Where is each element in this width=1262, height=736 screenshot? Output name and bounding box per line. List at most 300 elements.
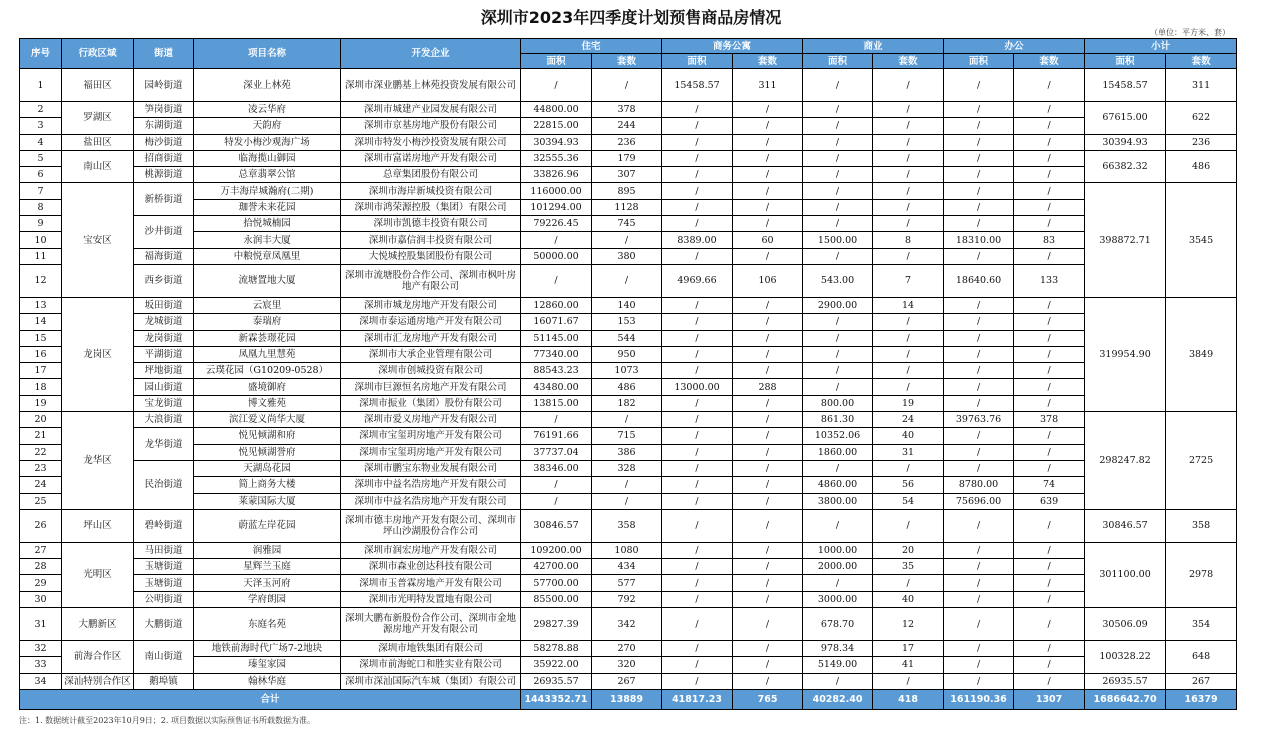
header-units: 套数 (1166, 54, 1237, 69)
apartment-area-cell: / (662, 167, 733, 183)
apartment-area-cell: / (662, 509, 733, 542)
apartment-units-cell: / (733, 330, 803, 346)
project-cell: 中粮悦章凤凰里 (194, 248, 341, 264)
residential-units-cell: 153 (592, 314, 662, 330)
table-row (20, 314, 1237, 330)
residential-units-cell: 320 (592, 657, 662, 673)
table-row (20, 379, 1237, 395)
seq-cell: 24 (20, 477, 62, 493)
office-units-cell: / (1014, 216, 1085, 232)
developer-cell: 深圳市深汕国际汽车城（集团）有限公司 (341, 673, 521, 689)
apartment-area-cell: / (662, 248, 733, 264)
commercial-area-cell: 4860.00 (803, 477, 873, 493)
developer-cell: 深圳市富诺房地产开发有限公司 (341, 150, 521, 166)
apartment-units-cell: / (733, 591, 803, 607)
project-cell: 临海揽山御园 (194, 150, 341, 166)
apartment-area-cell: / (662, 183, 733, 199)
residential-area-cell: 33826.96 (521, 167, 592, 183)
commercial-area-cell: / (803, 134, 873, 150)
apartment-area-cell: / (662, 314, 733, 330)
district-cell: 福田区 (62, 69, 134, 102)
project-cell: 拾悦城楠园 (194, 216, 341, 232)
table-row (20, 460, 1237, 476)
residential-area-cell: 116000.00 (521, 183, 592, 199)
project-cell: 天湖岛花园 (194, 460, 341, 476)
commercial-units-cell: / (873, 314, 944, 330)
table-row (20, 477, 1237, 493)
commercial-area-cell: / (803, 102, 873, 118)
office-area-cell: / (944, 641, 1014, 657)
subtotal-area-cell: 100328.22 (1085, 641, 1166, 674)
seq-cell: 33 (20, 657, 62, 673)
office-area-cell: / (944, 395, 1014, 411)
residential-units-cell: / (592, 264, 662, 297)
seq-cell: 17 (20, 363, 62, 379)
street-cell: 玉塘街道 (134, 575, 194, 591)
developer-cell: 深圳市巨源恒名房地产开发有限公司 (341, 379, 521, 395)
apartment-area-cell: / (662, 150, 733, 166)
office-units-cell: / (1014, 314, 1085, 330)
project-cell: 润雅园 (194, 542, 341, 558)
table-row (20, 232, 1237, 248)
header-project: 项目名称 (194, 39, 341, 69)
street-cell: 碧岭街道 (134, 509, 194, 542)
table-row (20, 444, 1237, 460)
developer-cell: 深圳市爱义房地产开发有限公司 (341, 412, 521, 428)
seq-cell: 21 (20, 428, 62, 444)
subtotal-area-cell: 30394.93 (1085, 134, 1166, 150)
commercial-units-cell: / (873, 183, 944, 199)
header-developer: 开发企业 (341, 39, 521, 69)
header-area: 面积 (803, 54, 873, 69)
district-cell: 宝安区 (62, 183, 134, 297)
office-area-cell: / (944, 346, 1014, 362)
office-units-cell: 133 (1014, 264, 1085, 297)
header-office: 办公 (944, 39, 1085, 54)
residential-units-cell: / (592, 69, 662, 102)
table-row (20, 199, 1237, 215)
apartment-area-cell: / (662, 395, 733, 411)
project-cell: 学府朗园 (194, 591, 341, 607)
presale-table (19, 38, 1237, 710)
developer-cell: 总章集团股份有限公司 (341, 167, 521, 183)
residential-area-cell: 88543.23 (521, 363, 592, 379)
residential-area-cell: 85500.00 (521, 591, 592, 607)
residential-units-cell: 236 (592, 134, 662, 150)
street-cell: 鹅埠镇 (134, 673, 194, 689)
header-units: 套数 (873, 54, 944, 69)
office-area-cell: / (944, 150, 1014, 166)
header-area: 面积 (944, 54, 1014, 69)
total-value-cell: 16379 (1166, 689, 1237, 709)
developer-cell: 深圳市光明特发置地有限公司 (341, 591, 521, 607)
office-area-cell: / (944, 379, 1014, 395)
residential-units-cell: 386 (592, 444, 662, 460)
seq-cell: 26 (20, 509, 62, 542)
residential-area-cell: 101294.00 (521, 199, 592, 215)
developer-cell: 深圳市创城投资有限公司 (341, 363, 521, 379)
office-area-cell: / (944, 69, 1014, 102)
project-cell: 泰瑞府 (194, 314, 341, 330)
office-area-cell: / (944, 167, 1014, 183)
residential-area-cell: / (521, 493, 592, 509)
office-units-cell: / (1014, 248, 1085, 264)
table-row (20, 575, 1237, 591)
office-units-cell: / (1014, 460, 1085, 476)
office-units-cell: / (1014, 575, 1085, 591)
district-cell: 深汕特别合作区 (62, 673, 134, 689)
subtotal-units-cell: 648 (1166, 641, 1237, 674)
developer-cell: 深圳市流塘股份合作公司、深圳市枫叶房地产有限公司 (341, 264, 521, 297)
apartment-units-cell: 60 (733, 232, 803, 248)
residential-units-cell: 140 (592, 297, 662, 313)
apartment-units-cell: / (733, 395, 803, 411)
seq-cell: 14 (20, 314, 62, 330)
project-cell: 博文雅苑 (194, 395, 341, 411)
office-units-cell: / (1014, 379, 1085, 395)
office-units-cell: / (1014, 395, 1085, 411)
residential-units-cell: 544 (592, 330, 662, 346)
office-area-cell: 75696.00 (944, 493, 1014, 509)
office-units-cell: / (1014, 69, 1085, 102)
seq-cell: 11 (20, 248, 62, 264)
seq-cell: 28 (20, 559, 62, 575)
commercial-units-cell: 17 (873, 641, 944, 657)
seq-cell: 2 (20, 102, 62, 118)
residential-units-cell: 792 (592, 591, 662, 607)
office-units-cell: / (1014, 542, 1085, 558)
district-cell: 前海合作区 (62, 641, 134, 674)
commercial-area-cell: / (803, 69, 873, 102)
developer-cell: 深圳市宝玺玥房地产开发有限公司 (341, 444, 521, 460)
subtotal-area-cell: 26935.57 (1085, 673, 1166, 689)
total-value-cell: 418 (873, 689, 944, 709)
total-value-cell: 40282.40 (803, 689, 873, 709)
apartment-area-cell: / (662, 575, 733, 591)
district-cell: 南山区 (62, 150, 134, 183)
commercial-area-cell: 861.30 (803, 412, 873, 428)
subtotal-area-cell: 301100.00 (1085, 542, 1166, 607)
seq-cell: 27 (20, 542, 62, 558)
apartment-area-cell: / (662, 118, 733, 134)
page-title: 深圳市2023年四季度计划预售商品房情况 (480, 8, 782, 27)
developer-cell: 深圳市特发小梅沙投资发展有限公司 (341, 134, 521, 150)
office-units-cell: / (1014, 134, 1085, 150)
commercial-units-cell: / (873, 509, 944, 542)
office-units-cell: / (1014, 183, 1085, 199)
subtotal-area-cell: 67615.00 (1085, 102, 1166, 135)
total-value-cell: 13889 (592, 689, 662, 709)
commercial-units-cell: / (873, 69, 944, 102)
apartment-units-cell: / (733, 150, 803, 166)
apartment-units-cell: / (733, 641, 803, 657)
apartment-units-cell: / (733, 314, 803, 330)
district-cell: 盐田区 (62, 134, 134, 150)
seq-cell: 19 (20, 395, 62, 411)
commercial-units-cell: 54 (873, 493, 944, 509)
developer-cell: 深圳市地铁集团有限公司 (341, 641, 521, 657)
header-units: 套数 (733, 54, 803, 69)
apartment-area-cell: / (662, 412, 733, 428)
table-row (20, 542, 1237, 558)
apartment-area-cell: / (662, 641, 733, 657)
office-area-cell: / (944, 118, 1014, 134)
subtotal-units-cell: 236 (1166, 134, 1237, 150)
developer-cell: 深圳市鸿荣源控股（集团）有限公司 (341, 199, 521, 215)
developer-cell: 深圳市京基房地产股份有限公司 (341, 118, 521, 134)
apartment-units-cell: / (733, 297, 803, 313)
seq-cell: 20 (20, 412, 62, 428)
commercial-area-cell: / (803, 673, 873, 689)
office-units-cell: / (1014, 444, 1085, 460)
project-cell: 悦见倾湖誉府 (194, 444, 341, 460)
commercial-area-cell: 1500.00 (803, 232, 873, 248)
office-area-cell: 18310.00 (944, 232, 1014, 248)
office-area-cell: / (944, 199, 1014, 215)
residential-area-cell: 35922.00 (521, 657, 592, 673)
office-area-cell: 39763.76 (944, 412, 1014, 428)
residential-area-cell: 79226.45 (521, 216, 592, 232)
office-area-cell: / (944, 591, 1014, 607)
residential-units-cell: 182 (592, 395, 662, 411)
residential-units-cell: 434 (592, 559, 662, 575)
commercial-area-cell: / (803, 314, 873, 330)
header-business-apartment: 商务公寓 (662, 39, 803, 54)
residential-area-cell: 37737.04 (521, 444, 592, 460)
commercial-units-cell: / (873, 199, 944, 215)
seq-cell: 22 (20, 444, 62, 460)
street-cell: 龙城街道 (134, 314, 194, 330)
street-cell: 公明街道 (134, 591, 194, 607)
residential-units-cell: 307 (592, 167, 662, 183)
table-row (20, 657, 1237, 673)
commercial-units-cell: / (873, 150, 944, 166)
commercial-area-cell: / (803, 330, 873, 346)
apartment-units-cell: / (733, 134, 803, 150)
street-cell: 平湖街道 (134, 346, 194, 362)
apartment-units-cell: / (733, 460, 803, 476)
footnote: 注：1. 数据统计截至2023年10月9日；2. 项目数据以实际预售证书所载数据为准。 (19, 716, 315, 725)
subtotal-area-cell: 30846.57 (1085, 509, 1166, 542)
apartment-units-cell: / (733, 118, 803, 134)
apartment-area-cell: / (662, 673, 733, 689)
office-area-cell: 18640.60 (944, 264, 1014, 297)
residential-area-cell: 26935.57 (521, 673, 592, 689)
residential-area-cell: 51145.00 (521, 330, 592, 346)
project-cell: 新霖荟璟花园 (194, 330, 341, 346)
district-cell: 龙华区 (62, 412, 134, 510)
office-area-cell: / (944, 608, 1014, 641)
district-cell: 大鹏新区 (62, 608, 134, 641)
residential-units-cell: 895 (592, 183, 662, 199)
residential-units-cell: 244 (592, 118, 662, 134)
office-units-cell: 378 (1014, 412, 1085, 428)
seq-cell: 30 (20, 591, 62, 607)
apartment-area-cell: 4969.66 (662, 264, 733, 297)
table-row (20, 493, 1237, 509)
subtotal-area-cell: 15458.57 (1085, 69, 1166, 102)
project-cell: 天泽玉河府 (194, 575, 341, 591)
commercial-area-cell: / (803, 248, 873, 264)
commercial-units-cell: / (873, 363, 944, 379)
project-cell: 云宸里 (194, 297, 341, 313)
office-units-cell: / (1014, 428, 1085, 444)
apartment-units-cell: / (733, 412, 803, 428)
commercial-units-cell: 14 (873, 297, 944, 313)
apartment-area-cell: / (662, 460, 733, 476)
commercial-units-cell: 12 (873, 608, 944, 641)
residential-area-cell: 16071.67 (521, 314, 592, 330)
commercial-area-cell: / (803, 183, 873, 199)
residential-area-cell: 57700.00 (521, 575, 592, 591)
apartment-units-cell: 106 (733, 264, 803, 297)
residential-units-cell: / (592, 477, 662, 493)
commercial-area-cell: 2000.00 (803, 559, 873, 575)
project-cell: 流塘置地大厦 (194, 264, 341, 297)
commercial-area-cell: / (803, 575, 873, 591)
commercial-units-cell: 7 (873, 264, 944, 297)
subtotal-area-cell: 66382.32 (1085, 150, 1166, 183)
office-area-cell: / (944, 363, 1014, 379)
residential-units-cell: / (592, 493, 662, 509)
residential-units-cell: 1128 (592, 199, 662, 215)
street-cell: 大浪街道 (134, 412, 194, 428)
office-area-cell: / (944, 134, 1014, 150)
commercial-units-cell: / (873, 460, 944, 476)
street-cell: 南山街道 (134, 641, 194, 674)
seq-cell: 13 (20, 297, 62, 313)
apartment-area-cell: 15458.57 (662, 69, 733, 102)
project-cell: 蔚蓝左岸花园 (194, 509, 341, 542)
office-units-cell: / (1014, 102, 1085, 118)
apartment-units-cell: / (733, 673, 803, 689)
residential-area-cell: 38346.00 (521, 460, 592, 476)
apartment-area-cell: / (662, 493, 733, 509)
district-cell: 坪山区 (62, 509, 134, 542)
district-cell: 罗湖区 (62, 102, 134, 135)
project-cell: 天韵府 (194, 118, 341, 134)
residential-area-cell: 50000.00 (521, 248, 592, 264)
developer-cell: 深圳市中益名浩房地产开发有限公司 (341, 493, 521, 509)
subtotal-units-cell: 267 (1166, 673, 1237, 689)
apartment-units-cell: / (733, 493, 803, 509)
residential-area-cell: / (521, 412, 592, 428)
total-value-cell: 161190.36 (944, 689, 1014, 709)
commercial-units-cell: 8 (873, 232, 944, 248)
developer-cell: 深圳市润宏房地产开发有限公司 (341, 542, 521, 558)
office-units-cell: / (1014, 363, 1085, 379)
apartment-area-cell: / (662, 444, 733, 460)
seq-cell: 25 (20, 493, 62, 509)
commercial-area-cell: 1000.00 (803, 542, 873, 558)
office-units-cell: / (1014, 559, 1085, 575)
table-row (20, 559, 1237, 575)
developer-cell: 深圳市玉普霖房地产开发有限公司 (341, 575, 521, 591)
apartment-units-cell: / (733, 444, 803, 460)
table-row (20, 395, 1237, 411)
apartment-area-cell: / (662, 134, 733, 150)
table-row (20, 264, 1237, 297)
project-cell: 总章翡翠公馆 (194, 167, 341, 183)
apartment-units-cell: / (733, 428, 803, 444)
office-area-cell: / (944, 428, 1014, 444)
apartment-area-cell: / (662, 591, 733, 607)
developer-cell: 深圳市城龙房地产开发有限公司 (341, 297, 521, 313)
developer-cell: 深圳市深业鹏基上林苑投资发展有限公司 (341, 69, 521, 102)
residential-units-cell: 950 (592, 346, 662, 362)
table-row (20, 216, 1237, 232)
seq-cell: 29 (20, 575, 62, 591)
residential-units-cell: 328 (592, 460, 662, 476)
subtotal-units-cell: 3849 (1166, 297, 1237, 411)
project-cell: 深业上林苑 (194, 69, 341, 102)
commercial-area-cell: 978.34 (803, 641, 873, 657)
subtotal-units-cell: 2978 (1166, 542, 1237, 607)
residential-area-cell: 43480.00 (521, 379, 592, 395)
street-cell: 玉塘街道 (134, 559, 194, 575)
developer-cell: 深圳市鹏宝东物业发展有限公司 (341, 460, 521, 476)
residential-area-cell: / (521, 477, 592, 493)
apartment-units-cell: / (733, 248, 803, 264)
residential-area-cell: 58278.88 (521, 641, 592, 657)
commercial-area-cell: 3000.00 (803, 591, 873, 607)
residential-units-cell: 179 (592, 150, 662, 166)
residential-units-cell: 378 (592, 102, 662, 118)
subtotal-units-cell: 486 (1166, 150, 1237, 183)
subtotal-units-cell: 3545 (1166, 183, 1237, 297)
commercial-units-cell: 19 (873, 395, 944, 411)
table-row (20, 330, 1237, 346)
residential-units-cell: 358 (592, 509, 662, 542)
subtotal-units-cell: 358 (1166, 509, 1237, 542)
apartment-units-cell: / (733, 657, 803, 673)
table-row (20, 641, 1237, 657)
residential-area-cell: 22815.00 (521, 118, 592, 134)
street-cell: 西乡街道 (134, 264, 194, 297)
apartment-units-cell: 288 (733, 379, 803, 395)
commercial-area-cell: 3800.00 (803, 493, 873, 509)
residential-area-cell: 77340.00 (521, 346, 592, 362)
office-units-cell: / (1014, 657, 1085, 673)
office-units-cell: 83 (1014, 232, 1085, 248)
project-cell: 特发小梅沙观海广场 (194, 134, 341, 150)
total-row (20, 689, 1237, 709)
commercial-units-cell: / (873, 134, 944, 150)
office-units-cell: / (1014, 199, 1085, 215)
office-units-cell: / (1014, 641, 1085, 657)
subtotal-area-cell: 398872.71 (1085, 183, 1166, 297)
street-cell: 新桥街道 (134, 183, 194, 216)
table-row (20, 118, 1237, 134)
residential-units-cell: 380 (592, 248, 662, 264)
street-cell: 笋岗街道 (134, 102, 194, 118)
apartment-units-cell: / (733, 216, 803, 232)
table-row (20, 297, 1237, 313)
apartment-area-cell: / (662, 102, 733, 118)
commercial-units-cell: 24 (873, 412, 944, 428)
apartment-area-cell: / (662, 542, 733, 558)
apartment-area-cell: / (662, 199, 733, 215)
project-cell: 盛境御府 (194, 379, 341, 395)
residential-area-cell: 30394.93 (521, 134, 592, 150)
street-cell: 龙岗街道 (134, 330, 194, 346)
seq-cell: 16 (20, 346, 62, 362)
table-row (20, 363, 1237, 379)
total-value-cell: 41817.23 (662, 689, 733, 709)
project-cell: 简上商务大楼 (194, 477, 341, 493)
seq-cell: 4 (20, 134, 62, 150)
header-district: 行政区域 (62, 39, 134, 69)
